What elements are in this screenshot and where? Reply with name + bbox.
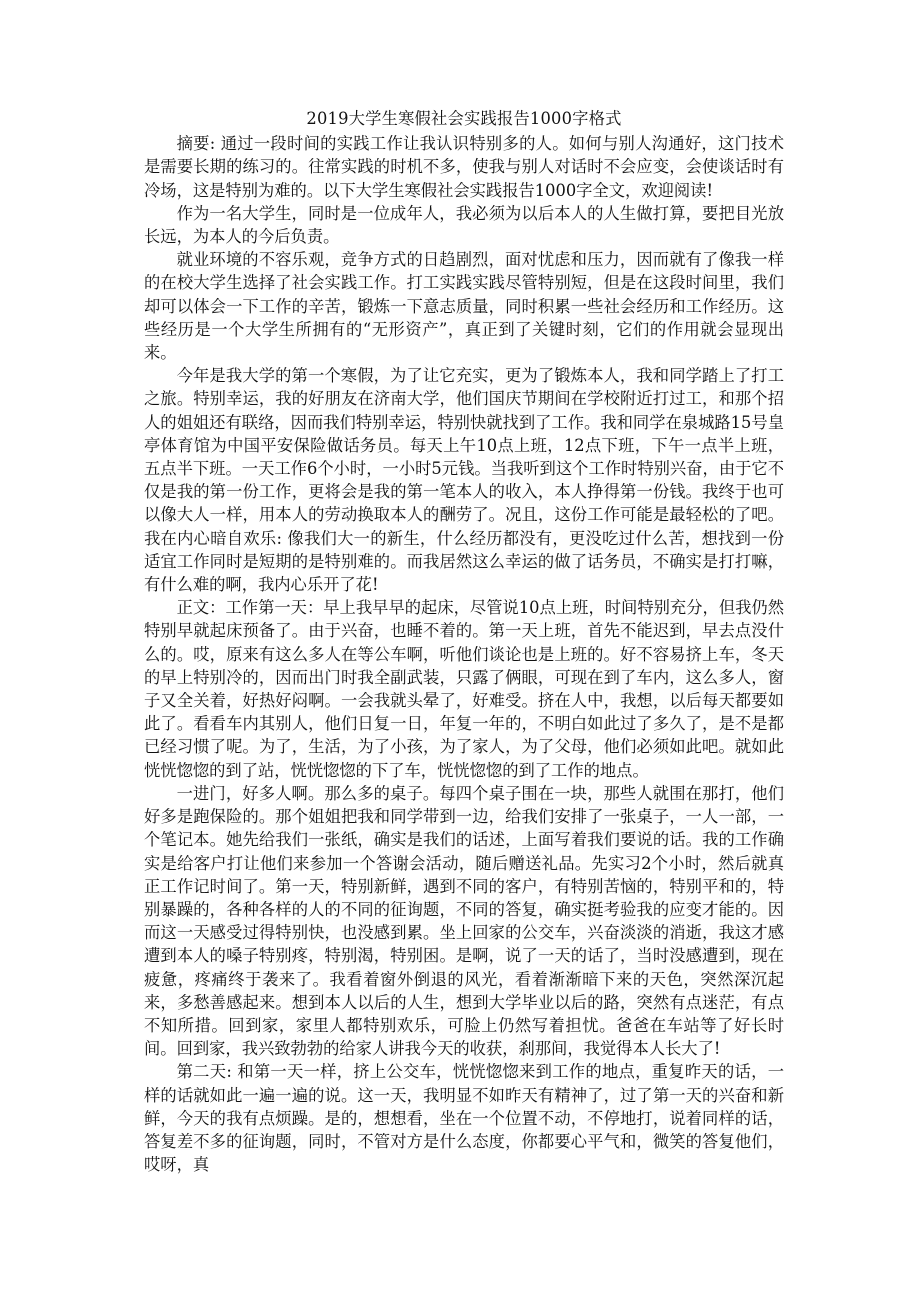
paragraph-office: 一进门，好多人啊。那么多的桌子。每四个桌子围在一块，那些人就围在那打，他们好多是跑保险的。那个姐姐把我和同学带到一边，给我们安排了一张桌子，一人一部，一个笔记本。她先给我们一张纸，确实是我们的话述，上面写着我们要说的话。我的工作确实是给客户打让他们来参加一个答谢会活动，随后赠送礼品。先实习2个小时，然后就真正工作记时间了。第一天，特别新鲜，遇到不同的客户，有特别苦恼的，特别平和的，特别暴躁的，各种各样的人的不同的征询题，不同的答复，确实挺考验我的应变才能的。因而这一天感受过得特别快，也没感到累。坐上回家的公交车，兴奋淡淡的消逝，我这才感遭到本人的嗓子特别疼，特别渴，特别困。是啊，说了一天的话了，当时没感遭到，现在疲惫，疼痛终于袭来了。我看着窗外倒退的风光，看着渐渐暗下来的天色，突然深沉起来，多愁善感起来。想到本人以后的人生，想到大学毕业以后的路，突然有点迷茫，有点不知所措。回到家，家里人都特别欢乐，可脸上仍然写着担忧。爸爸在车站等了好长时间。回到家，我兴致勃勃的给家人讲我今天的收获，刹那间，我觉得本人长大了! [144,783,784,1059]
paragraph-intro: 作为一名大学生，同时是一位成年人，我必须为以后本人的人生做打算，要把目光放长远，为本人的今后负责。 [144,203,784,247]
document-title: 2019大学生寒假社会实践报告1000字格式 [306,109,622,128]
paragraph-abstract: 摘要: 通过一段时间的实践工作让我认识特别多的人。如何与别人沟通好，这门技术是需要长期的练习的。往常实践的时机不多，使我与别人对话时不会应变，会使谈话时有冷场，这是特别为难的。以下大学生寒假社会实践报告1000字全文，欢迎阅读! [144,134,784,200]
paragraph-winter-break: 今年是我大学的第一个寒假，为了让它充实，更为了锻炼本人，我和同学踏上了打工之旅。特别幸运，我的好朋友在济南大学，他们国庆节期间在学校附近打过工，和那个招人的姐姐还有联络，因而我们特别幸运，特别快就找到了工作。我和同学在泉城路15号皇亭体育馆为中国平安保险做话务员。每天上午10点上班，12点下班，下午一点半上班，五点半下班。一天工作6个小时，一小时5元钱。当我听到这个工作时特别兴奋，由于它不仅是我的第一份工作，更将会是我的第一笔本人的收入，本人挣得第一份钱。我终于也可以像大人一样，用本人的劳动换取本人的酬劳了。况且，这份工作可能是最轻松的了吧。我在内心暗自欢乐: 像我们大一的新生，什么经历都没有，更没吃过什么苦，想找到一份适宜工作同时是短期的是特别难的。而我居然这么幸运的做了话务员，不确实是打打嘛，有什么难的啊，我内心乐开了花! [144,366,784,595]
paragraph-day-one: 正文：工作第一天：早上我早早的起床，尽管说10点上班，时间特别充分，但我仍然特别早就起床预备了。由于兴奋，也睡不着的。第一天上班，首先不能迟到，早去点没什么的。哎，原来有这么多人在等公车啊，听他们谈论也是上班的。好不容易挤上车，冬天的早上特别冷的，因而出门时我全副武装，只露了俩眼，可现在到了车内，这么多人，窗子又全关着，好热好闷啊。一会我就头晕了，好难受。挤在人中，我想，以后每天都要如此了。看看车内其别人，他们日复一日，年复一年的，不明白如此过了多久了，是不是都已经习惯了呢。为了，生活，为了小孩，为了家人，为了父母，他们必须如此吧。就如此恍恍惚惚的到了站，恍恍惚惚的下了车，恍恍惚惚的到了工作的地点。 [144,598,784,780]
paragraph-day-two: 第二天: 和第一天一样，挤上公交车，恍恍惚惚来到工作的地点，重复昨天的话，一样的话就如此一遍一遍的说。这一天，我明显不如昨天有精神了，过了第一天的兴奋和新鲜，今天的我有点烦躁。是的，想想看，坐在一个位置不动，不停地打，说着同样的话，答复差不多的征询题，同时，不管对方是什么态度，你都要心平气和，微笑的答复他们，哎呀，真 [144,1062,784,1175]
paragraph-employment: 就业环境的不容乐观，竞争方式的日趋剧烈，面对忧虑和压力，因而就有了像我一样的在校大学生选择了社会实践工作。打工实践实践尽管特别短，但是在这段时间里，我们却可以体会一下工作的辛苦，锻炼一下意志质量，同时积累一些社会经历和工作经历。这些经历是一个大学生所拥有的“无形资产”，真正到了关键时刻，它们的作用就会显现出来。 [144,250,784,363]
document-body [144,107,784,1176]
